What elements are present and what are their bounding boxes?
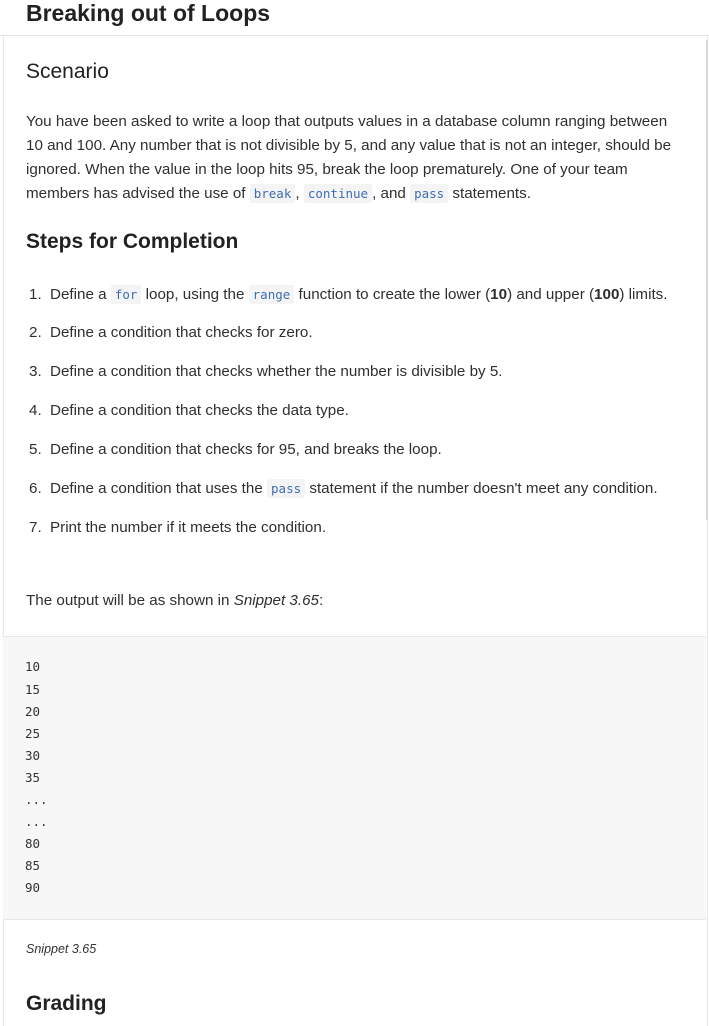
code-for: for <box>111 285 142 304</box>
code-snippet <box>3 636 706 920</box>
step-number: 6. <box>29 480 42 497</box>
scenario-text: You have been asked to write a loop that outputs values in a database column ranging between 10 and 100. Any number that is not divisible by 5, and any value that is not an integer, should be ignored. When the value in the loop hits 95, break the loop prematurely. One of your team members has advised the use of <box>26 113 672 202</box>
step-text: Define a condition that checks the data type. <box>50 402 349 419</box>
step-number: 2. <box>29 324 42 341</box>
step-number: 3. <box>29 363 42 380</box>
step-item <box>26 282 691 307</box>
code-line: ... <box>25 792 48 807</box>
separator: , and <box>372 185 406 202</box>
code-line: ... <box>25 814 48 829</box>
step-text: Define a condition that checks for zero. <box>50 324 313 341</box>
output-text: The output will be as shown in <box>26 592 230 609</box>
scenario-text-end: statements. <box>452 185 531 202</box>
step-text: Define a condition that checks whether the number is divisible by 5. <box>50 363 503 380</box>
page-title: Breaking out of Loops <box>26 0 271 26</box>
steps-heading: Steps for Completion <box>26 230 239 253</box>
code-line: 10 <box>25 659 41 674</box>
step-text: loop, using the <box>145 286 245 303</box>
step-text: Define a condition that checks for 95, and breaks the loop. <box>50 441 442 458</box>
code-pass: pass <box>267 479 305 498</box>
snippet-caption: Snippet 3.65 <box>26 942 97 956</box>
step-text: ) limits. <box>619 286 668 303</box>
scenario-paragraph <box>26 110 686 206</box>
code-line: 80 <box>25 836 41 851</box>
code-line: 90 <box>25 880 41 895</box>
code-line: 30 <box>25 748 41 763</box>
step-number: 4. <box>29 402 42 419</box>
step-number: 1. <box>29 286 42 303</box>
steps-list <box>26 282 691 540</box>
step-item <box>26 515 691 540</box>
step-item <box>26 437 691 462</box>
separator: , <box>295 185 300 202</box>
code-line: 15 <box>25 682 41 697</box>
step-text: ) and upper ( <box>507 286 595 303</box>
code-line: 35 <box>25 770 41 785</box>
code-line: 85 <box>25 858 41 873</box>
step-text: function to create the lower ( <box>298 286 491 303</box>
scenario-heading: Scenario <box>26 60 109 83</box>
step-text: statement if the number doesn't meet any condition. <box>309 480 658 497</box>
code-range: range <box>249 285 295 304</box>
step-text: Print the number if it meets the condition. <box>50 519 327 536</box>
step-number: 7. <box>29 519 42 536</box>
step-number: 5. <box>29 441 42 458</box>
code-line: 20 <box>25 704 41 719</box>
scrollbar[interactable] <box>706 40 708 520</box>
code-break: break <box>250 184 296 203</box>
lower-limit: 10 <box>490 286 508 303</box>
output-paragraph <box>26 589 686 613</box>
step-text: Define a <box>50 286 107 303</box>
step-item <box>26 398 691 423</box>
code-pass: pass <box>410 184 448 203</box>
step-item <box>26 476 691 501</box>
code-continue: continue <box>304 184 372 203</box>
code-line: 25 <box>25 726 41 741</box>
step-item <box>26 359 691 384</box>
step-text: Define a condition that uses the <box>50 480 263 497</box>
output-colon: : <box>319 592 324 609</box>
step-item <box>26 320 691 345</box>
snippet-reference: Snippet 3.65 <box>233 592 319 609</box>
upper-limit: 100 <box>594 286 620 303</box>
grading-heading: Grading <box>26 992 107 1015</box>
